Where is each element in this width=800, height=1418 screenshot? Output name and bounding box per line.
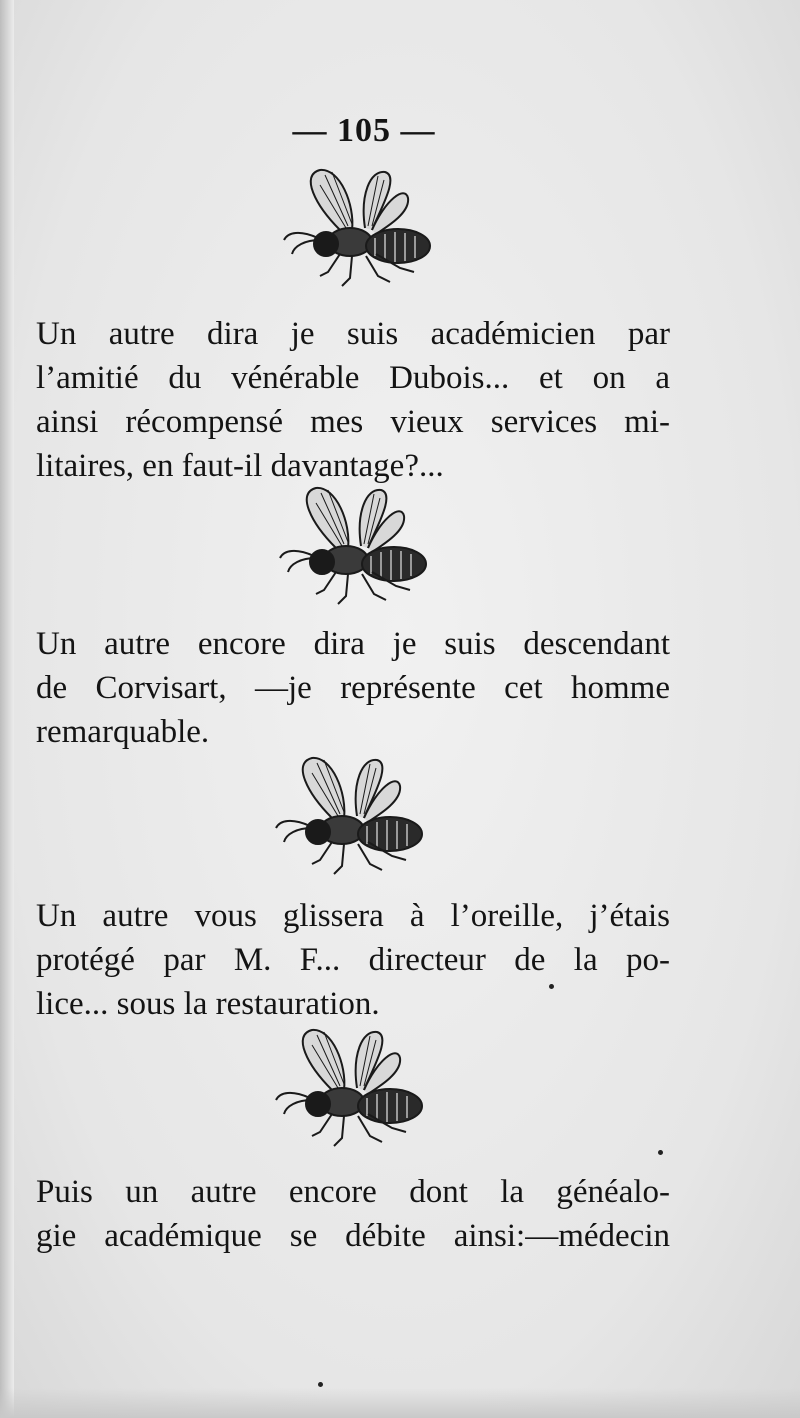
paragraph-line: de Corvisart, —je représente cet homme (36, 670, 670, 706)
paragraph-3 (36, 894, 670, 1026)
page-number: — 105 — (292, 112, 436, 149)
paragraph-line: protégé par M. F... directeur de la po- (36, 942, 670, 978)
paragraph-line: gie académique se débite ainsi:—médecin (36, 1218, 670, 1254)
paragraph-line: l’amitié du vénérable Dubois... et on a (36, 360, 670, 396)
ink-speck (549, 984, 554, 989)
paragraph-line: litaires, en faut-il davantage?... (36, 448, 444, 484)
paragraph-line: lice... sous la restauration. (36, 986, 380, 1022)
paragraph-1 (36, 312, 670, 488)
ink-speck (658, 1150, 663, 1155)
paragraph-4 (36, 1170, 670, 1258)
paragraph-line: Un autre vous glissera à l’oreille, j’étais (36, 898, 670, 934)
paragraph-line: Puis un autre encore dont la généalo- (36, 1174, 670, 1210)
bee-icon (280, 160, 440, 310)
paragraph-line: remarquable. (36, 714, 210, 750)
bee-icon (276, 478, 436, 628)
ink-speck (318, 1382, 323, 1387)
bee-icon (272, 1020, 432, 1170)
paragraph-line: Un autre dira je suis académicien par (36, 316, 670, 352)
bee-icon (272, 748, 432, 898)
page-edge-shadow (0, 0, 14, 1418)
paragraph-line: Un autre encore dira je suis descendant (36, 626, 670, 662)
paragraph-line: ainsi récompensé mes vieux services mi- (36, 404, 670, 440)
paragraph-2 (36, 622, 670, 754)
page-bottom-shadow (0, 1388, 800, 1418)
